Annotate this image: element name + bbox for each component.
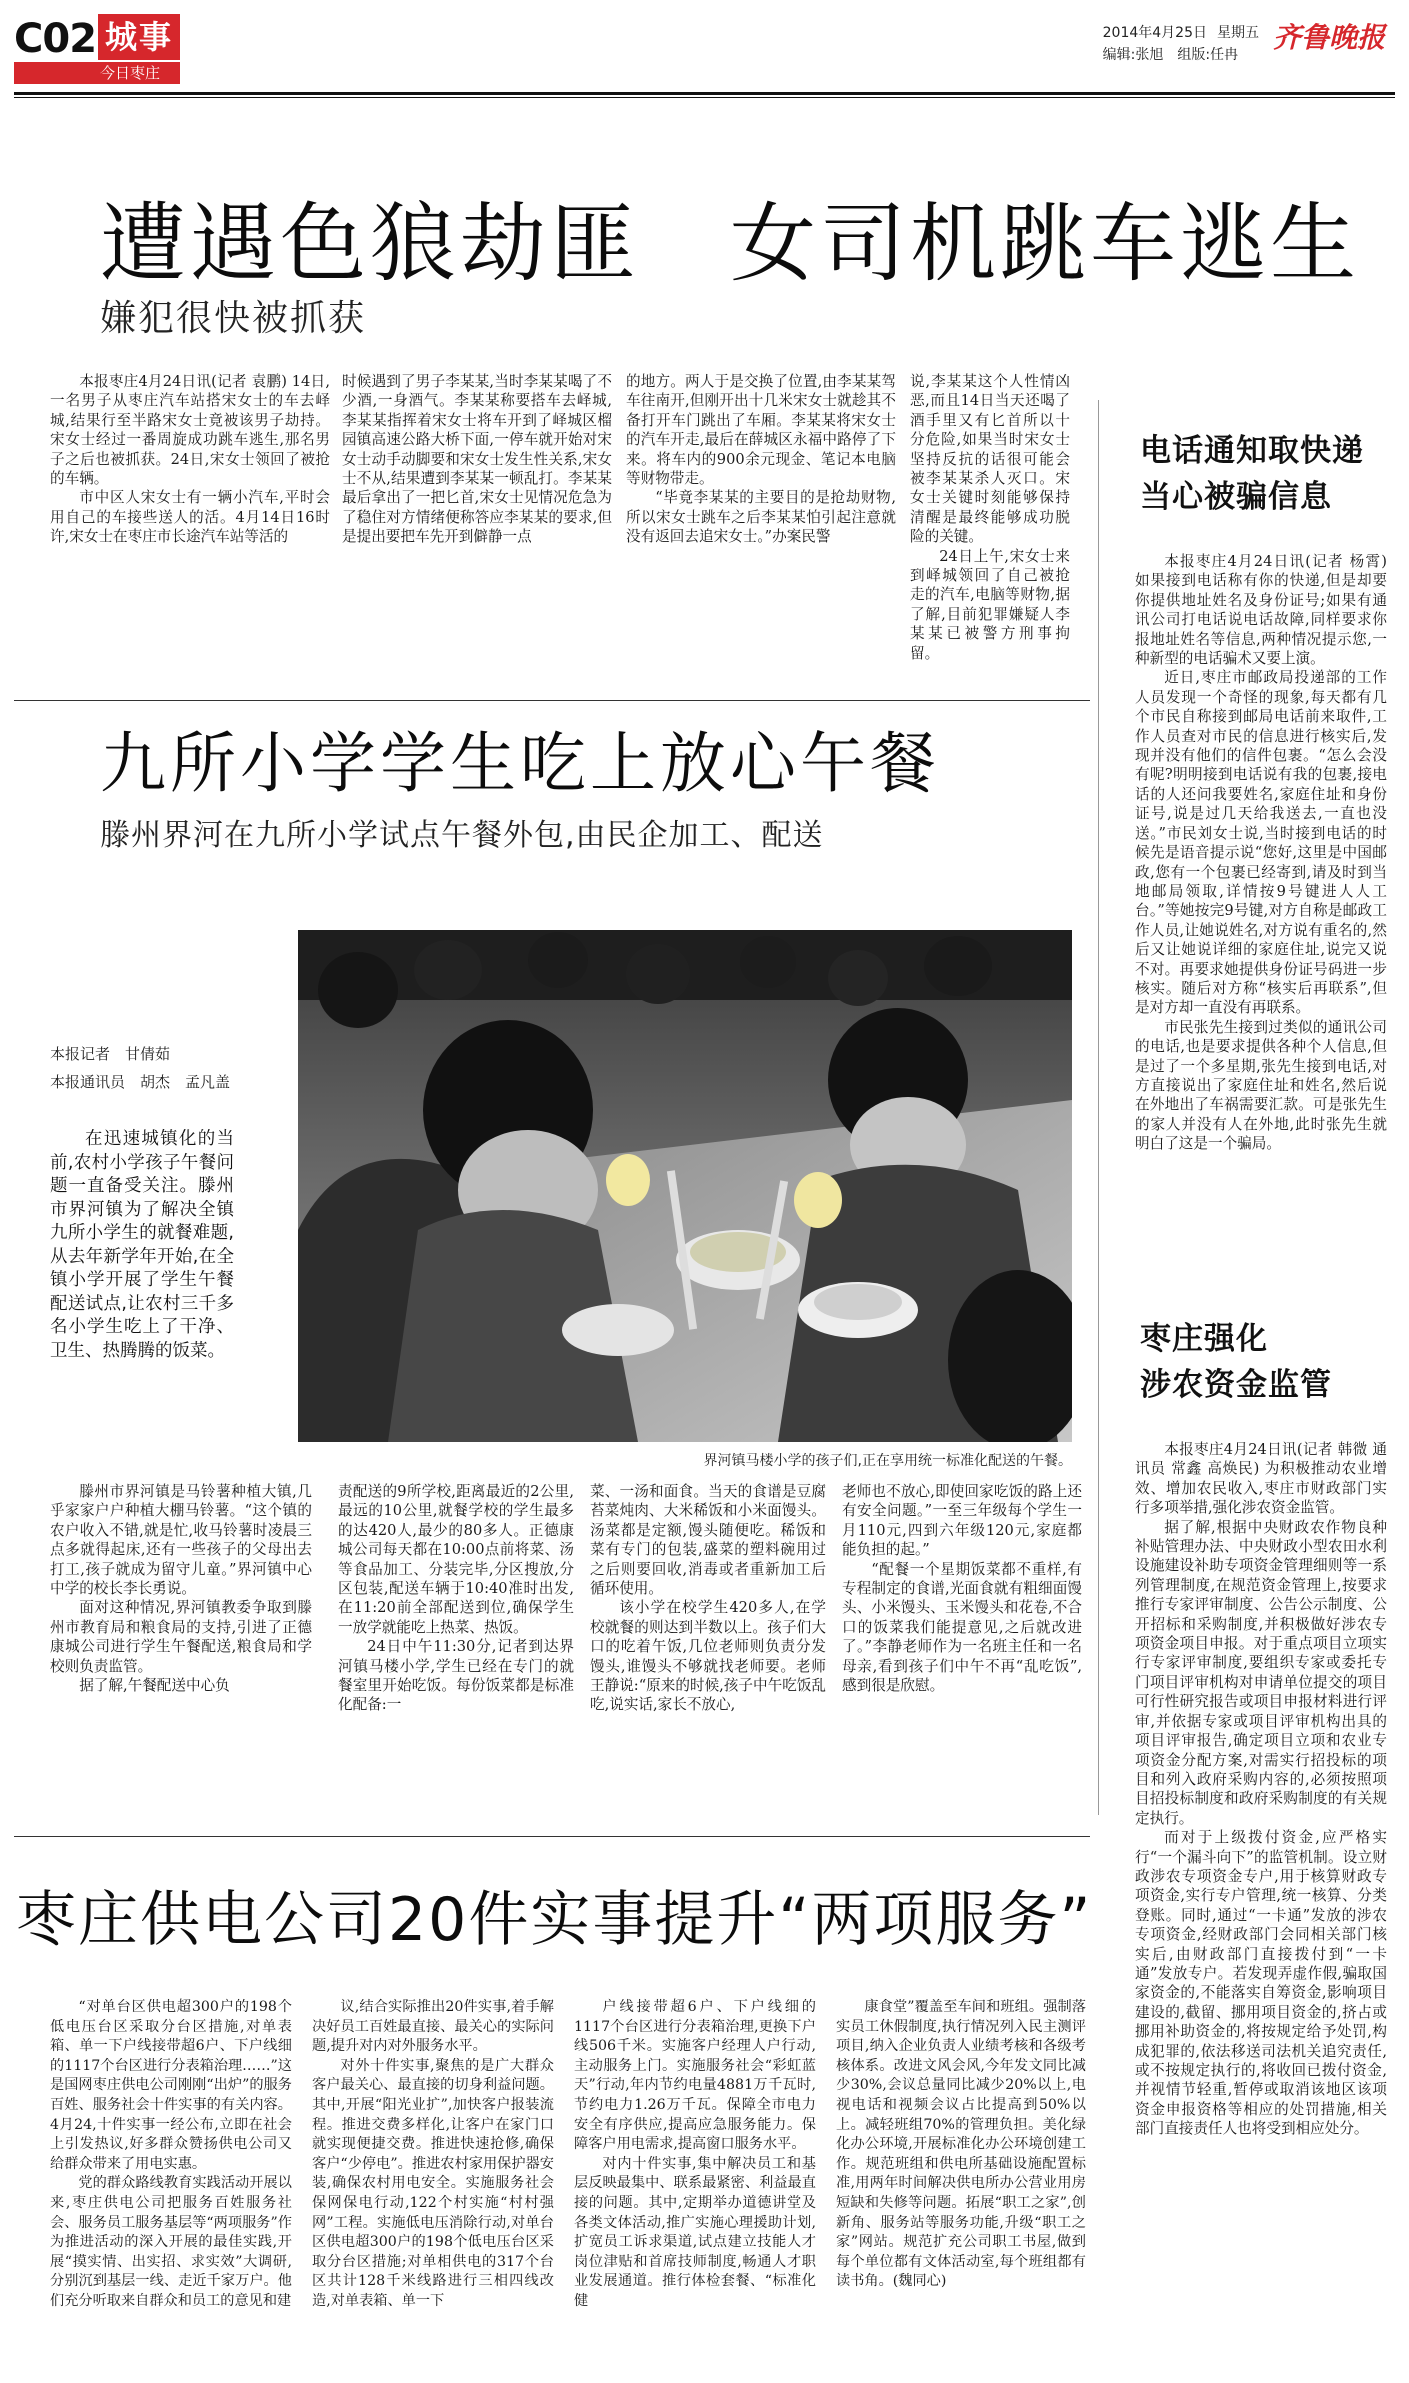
divider <box>14 700 1090 701</box>
story1-headline: 遭遇色狼劫匪 女司机跳车逃生 <box>100 194 1360 294</box>
paragraph: “对单台区供电超300户的198个低电压台区采取分台区措施,对单表箱、单一下户线接带超6户、下户线细的1117个台区进行分表箱治理……”这是国网枣庄供电公司刚刚“出炉”的服务百姓、服务社会十件实事的有关内容。4月24,十件实事一经公布,立即在社会上引发热议,好多群众赞扬供电公司又给群众带来了用电实惠。 <box>50 1999 292 2172</box>
page-number: C02 <box>14 16 97 62</box>
subsection-label: 今日枣庄 <box>14 62 180 84</box>
lead-paragraph: 在迅速城镇化的当前,农村小学孩子午餐问题一直备受关注。滕州市界河镇为了解决全镇九所小学生的就餐难题,从去年新学年开始,在全镇小学开展了学生午餐配送试点,让农村三千多名小学生吃上了干净、卫生、热腾腾的饭菜。 <box>50 1129 234 1361</box>
headline-line: 枣庄强化 <box>1140 1321 1268 1357</box>
paragraph: 滕州市界河镇是马铃薯种植大镇,几乎家家户户种植大棚马铃薯。“这个镇的农户收入不错,就是忙,收马铃薯时凌晨三点多就得起床,还有一些孩子的父母出去打工,孩子就成为留守儿童。”界河镇中心中学的校长李长勇说。 <box>50 1483 312 1598</box>
paragraph: 康食堂”覆盖至车间和班组。强制落实员工休假制度,执行情况列入民主测评项目,纳入企业负责人业绩考核和各级考核体系。改进文风会风,今年发文同比减少30%,会议总量同比减少20%以上,电视电话和视频会议占比提高到50%以上。减轻班组70%的管理负担。美化绿化办公环境,开展标准化办公环境创建工作。规范班组和供电所基础设施配置标准,用两年时间解决供电所办公营业用房短缺和失修等问题。拓展“职工之家”,创新角、服务站等服务功能,升级“职工之家”网站。规范扩充公司职工书屋,做到每个单位都有文体活动室,每个班组都有读书角。(魏同心) <box>836 1999 1086 2290</box>
story2-lead <box>50 1128 234 1363</box>
paragraph: 据了解,午餐配送中心负 <box>79 1677 230 1695</box>
story2-photo-caption: 界河镇马楼小学的孩子们,正在享用统一标准化配送的午餐。 <box>703 1453 1072 1469</box>
story1-column-3 <box>626 372 896 688</box>
story2-photo <box>298 930 1072 1442</box>
paragraph: 面对这种情况,界河镇教委争取到滕州市教育局和粮食局的支持,引进了正德康城公司进行学生午餐配送,粮食局和学校则负责监管。 <box>50 1599 312 1675</box>
paragraph: 说,李某某这个人性情凶恶,而且14日当天还喝了酒手里又有匕首所以十分危险,如果当时宋女士坚持反抗的话很可能会被李某某杀人灭口。宋女士关键时刻能够保持清醒是最终能够成功脱险的关键。 <box>910 373 1070 546</box>
story2-byline <box>50 1040 230 1096</box>
paragraph: 本报枣庄4月24日讯(记者 杨霄) 如果接到电话称有你的快递,但是却要你提供地址姓名及身份证号;如果有通讯公司打电话说电话故障,同样要求你报地址姓名等信息,两种情况提示您,一种新型的电话骗术又要上演。 <box>1135 553 1387 668</box>
divider <box>14 1836 1090 1837</box>
sidebar-story-b-headline <box>1140 1316 1332 1408</box>
paragraph: 的地方。两人于是交换了位置,由李某某驾车往南开,但刚开出十几米宋女士就趁其不备打开车门跳出了车厢。李某某将宋女士的汽车开走,最后在薛城区永福中路停了下来。将车内的900余元现金、笔记本电脑等财物带走。 <box>626 373 896 488</box>
story1-column-1 <box>50 372 330 688</box>
paragraph: 时候遇到了男子李某某,当时李某某喝了不少酒,一身酒气。李某某称要搭车去峄城,李某某指挥着宋女士将车开到了峄城区榴园镇高速公路大桥下面,一停车就开始对宋女士动手动脚要和宋女士发生性关系,宋女士不从,结果遭到李某某一顿乱打。李某某最后拿出了一把匕首,宋女士见情况危急为了稳住对方情绪便称答应李某某的要求,但是提出要把车先开到僻静一点 <box>342 373 612 546</box>
header-rule-thin <box>14 97 1395 98</box>
story2-column-2 <box>338 1482 574 1822</box>
paragraph: 户线接带超6户、下户线细的1117个台区进行分表箱治理,更换下户线506千米。实施客户经理人户行动,主动服务上门。实施服务社会“彩虹蓝天”行动,年内节约电量4881万千瓦时,节约电力1.26万千瓦。保障全市电力安全有序供应,提高应急服务能力。保障客户用电需求,提高窗口服务水平。 <box>574 1999 816 2153</box>
sidebar-story-a-headline <box>1140 428 1364 520</box>
paragraph: 菜、一汤和面食。当天的食谱是豆腐苔菜炖肉、大米稀饭和小米面馒头。汤菜都是定额,馒头随便吃。稀饭和菜有专门的包装,盛菜的塑料碗用过之后则要回收,消毒或者重新加工后循环使用。 <box>590 1483 826 1598</box>
paragraph: 24日中午11:30分,记者到达界河镇马楼小学,学生已经在专门的就餐室里开始吃饭。每份饭菜都是标准化配备:一 <box>338 1638 574 1714</box>
paragraph: 老师也不放心,即使回家吃饭的路上还有安全问题。”一至三年级每个学生一月110元,四到六年级120元,家庭都能负担的起。” <box>842 1483 1082 1559</box>
headline-line: 涉农资金监管 <box>1140 1367 1332 1403</box>
section-label: 城事 <box>98 14 180 60</box>
story1-subheadline: 嫌犯很快被抓获 <box>100 298 367 339</box>
paragraph: 市中区人宋女士有一辆小汽车,平时会用自己的车接些送人的活。4月14日16时许,宋女士在枣庄市长途汽车站等活的 <box>50 489 330 546</box>
story3-column-2 <box>312 1998 554 2362</box>
issue-date: 2014年4月25日 <box>1102 25 1207 41</box>
paragraph: 党的群众路线教育实践活动开展以来,枣庄供电公司把服务百姓服务社会、服务员工服务基层等“两项服务”作为推进活动的深入开展的最佳实践,开展“摸实情、出实招、求实效”大调研,分别沉到基层一线、走近千家万户。他们充分听取来自群众和员工的意见和建 <box>50 2175 292 2309</box>
paragraph: 近日,枣庄市邮政局投递部的工作人员发现一个奇怪的现象,每天都有几个市民自称接到邮局电话前来取件,工作人员查对市民的信息进行核实后,发现并没有他们的信件包裹。“怎么会没有呢?明明接到电话说有我的包裹,接电话的人还问我要姓名,家庭住址和身份证号,说是过几天给我送去,一直也没送。”市民刘女士说,当时接到电话的时候先是语音提示说“您好,这里是中国邮政,您有一个包裹已经寄到,请及时到当地邮局领取,详情按9号键进人人工台。”等她按完9号键,对方自称是邮政工作人员,让她说姓名,对方说有重名的,然后又让她说详细的家庭住址,说完又说不对。再要求她提供身份证号码进一步核实。随后对方称“核实后再联系”,但是对方却一直没有再联系。 <box>1135 669 1387 1017</box>
paragraph: “毕竟李某某的主要目的是抢劫财物,所以宋女士跳车之后李某某怕引起注意就没有返回去追宋女士。”办案民警 <box>626 489 896 546</box>
sidebar-story-b-body <box>1135 1440 1387 2352</box>
story2-subheadline: 滕州界河在九所小学试点午餐外包,由民企加工、配送 <box>100 818 824 853</box>
headline-line: 当心被骗信息 <box>1140 479 1332 515</box>
paragraph: 本报枣庄4月24日讯(记者 袁鹏) 14日,一名男子从枣庄汽车站搭宋女士的车去峄城,结果行至半路宋女士竟被该男子劫持。宋女士经过一番周旋成功跳车逃生,那名男子之后也被抓获。24日,宋女士领回了被抢的车辆。 <box>50 373 330 488</box>
story2-column-4 <box>842 1482 1082 1822</box>
editor-credit: 编辑:张旭 <box>1102 47 1164 63</box>
paragraph: 责配送的9所学校,距离最近的2公里,最远的10公里,就餐学校的学生最多的达420人,最少的80多人。正德康城公司每天都在10:00点前将菜、汤等食品加工、分装完毕,分区搜放,分区包装,配送车辆于10:40准时出发,在11:20前全部配送到位,确保学生一放学就能吃上热菜、热饭。 <box>338 1483 574 1636</box>
paragraph: 本报枣庄4月24日讯(记者 韩微 通讯员 常鑫 高焕民) 为积极推动农业增效、增加农民收入,枣庄市财政部门实行多项举措,强化涉农资金监管。 <box>1135 1441 1387 1517</box>
story3-column-3 <box>574 1998 816 2362</box>
story3-headline: 枣庄供电公司20件实事提升“两项服务” <box>16 1885 1093 1955</box>
sidebar-story-a-body <box>1135 552 1387 1274</box>
story3-column-4 <box>836 1998 1086 2362</box>
paragraph: 对外十件实事,聚焦的是广大群众客户最关心、最直接的切身利益问题。其中,开展“阳光业扩”,加快客户报装流程。推进交费多样化,让客户在家门口就实现便捷交费。推进快速抢修,确保客户“少停电”。推进农村家用保护器安装,确保农村用电安全。实施服务社会保网保电行动,122个村实施“村村强网”工程。实施低电压消除行动,对单台区供电超300户的198个低电压台区采取分台区措施;对单相供电的317个台区共计128千米线路进行三相四线改造,对单表箱、单一下 <box>312 2057 554 2309</box>
byline-correspondents: 本报通讯员 胡杰 孟凡盖 <box>50 1073 231 1091</box>
page-header <box>0 0 1409 90</box>
paragraph: 24日上午,宋女士来到峄城领回了自己被抢走的汽车,电脑等财物,据了解,目前犯罪嫌疑人李某某已被警方刑事拘留。 <box>910 547 1070 662</box>
story2-column-1 <box>50 1482 312 1822</box>
byline-reporter: 本报记者 甘倩茹 <box>50 1045 171 1063</box>
designer-credit: 组版:任冉 <box>1177 47 1239 63</box>
paragraph: 议,结合实际推出20件实事,着手解决好员工百姓最直接、最关心的实际问题,提升对内对外服务水平。 <box>312 1999 554 2055</box>
students-lunch-photo <box>298 930 1072 1442</box>
story2-headline: 九所小学学生吃上放心午餐 <box>100 725 940 802</box>
paragraph: “配餐一个星期饭菜都不重样,有专程制定的食谱,光面食就有粗细面馒头、小米馒头、玉米馒头和花卷,不合口的饭菜我们能提意见,之后就改进了。”李静老师作为一名班主任和一名母亲,看到孩子们中午不再“乱吃饭”,感到很是欣慰。 <box>842 1560 1082 1695</box>
sidebar-divider <box>1098 400 1099 1815</box>
issue-info <box>1103 22 1269 66</box>
story3-column-1 <box>50 1998 292 2362</box>
paragraph: 对内十件实事,集中解决员工和基层反映最集中、联系最紧密、利益最直接的问题。其中,定期举办道德讲堂及各类文体活动,推广实施心理援助计划,扩宽员工诉求渠道,试点建立技能人才岗位津贴和首席技师制度,畅通人才职业发展通道。推行体检套餐、“标准化健 <box>574 2155 816 2309</box>
issue-weekday: 星期五 <box>1217 25 1259 41</box>
paragraph: 据了解,根据中央财政农作物良种补贴管理办法、中央财政小型农田水利设施建设补助专项资金管理细则等一系列管理制度,在规范资金管理上,按要求推行专家评审制度、公告公示制度、公开招标和采购制度,并积极做好涉农专项资金项目申报。对于重点项目立项实行专家评审制度,要组织专家或委托专门项目评审机构对申请单位提交的项目可行性研究报告或项目申报材料进行评审,并依据专家或项目评审机构出具的项目评审报告,确定项目立项和农业专项资金分配方案,对需实行招投标的项目和列入政府采购内容的,必须按照项目招投标制度和政府采购制度的有关规定执行。 <box>1135 1518 1387 1827</box>
story1-column-2 <box>342 372 612 688</box>
paragraph: 而对于上级拨付资金,应严格实行“一个漏斗向下”的监管机制。设立财政涉农专项资金专户,用于核算财政专项资金,实行专户管理,统一核算、分类登账。同时,通过“一卡通”发放的涉农专项资金,经财政部门会同相关部门核实后,由财政部门直接拨付到“一卡通”发放专户。若发现弄虚作假,骗取国家资金的,不能落实自筹资金,影响项目建设的,截留、挪用项目资金的,挤占或挪用补助资金的,将按规定给予处罚,构成犯罪的,依法移送司法机关追究责任,或不按规定执行的,将收回已拨付资金,并视情节轻重,暂停或取消该地区该项资金申报资格等相应的处罚措施,相关部门直接责任人也将受到相应处分。 <box>1135 1829 1387 2138</box>
header-rule <box>14 92 1395 95</box>
story1-column-4 <box>910 372 1070 688</box>
story2-column-3 <box>590 1482 826 1822</box>
paragraph: 该小学在校学生420多人,在学校就餐的则达到半数以上。孩子们大口的吃着午饭,几位老师则负责分发馒头,谁馒头不够就找老师要。老师王静说:“原来的时候,孩子中午吃饭乱吃,说实话,家长不放心, <box>590 1599 826 1714</box>
headline-line: 电话通知取快递 <box>1140 433 1364 469</box>
paper-logo: 齐鲁晚报 <box>1272 21 1385 54</box>
paragraph: 市民张先生接到过类似的通讯公司的电话,也是要求提供各种个人信息,但是过了一个多星期,张先生接到电话,对方直接说出了家庭住址和姓名,然后说在外地出了车祸需要汇款。可是张先生的家人并没有人在外地,此时张先生就明白了这是一个骗局。 <box>1135 1018 1387 1153</box>
